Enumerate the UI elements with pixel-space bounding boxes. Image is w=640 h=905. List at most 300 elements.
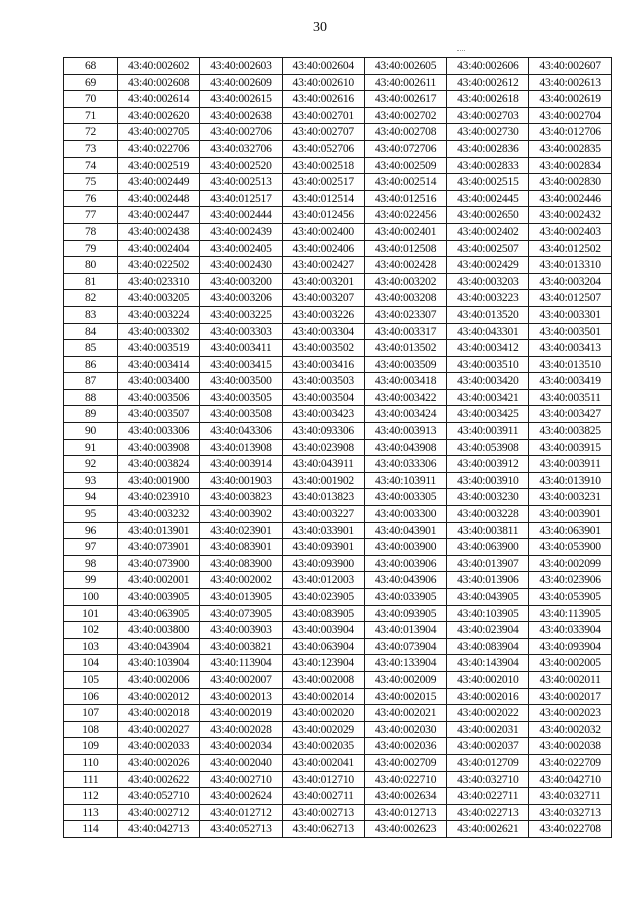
cadastral-code-cell: 43:40:002438: [118, 223, 200, 240]
cadastral-code-cell: 43:40:002006: [118, 671, 200, 688]
cadastral-code-cell: 43:40:003224: [118, 306, 200, 323]
cadastral-code-cell: 43:40:032710: [447, 771, 529, 788]
cadastral-code-cell: 43:40:002012: [118, 688, 200, 705]
cadastral-code-cell: 43:40:002007: [200, 671, 282, 688]
cadastral-code-cell: 43:40:003204: [529, 273, 611, 290]
row-number-cell: 85: [64, 340, 118, 357]
table-row: [64, 705, 612, 722]
cadastral-code-cell: 43:40:003400: [118, 373, 200, 390]
cadastral-code-cell: 43:40:001903: [200, 472, 282, 489]
cadastral-code-cell: 43:40:002001: [118, 572, 200, 589]
cadastral-code-cell: 43:40:002030: [364, 721, 446, 738]
cadastral-code-cell: 43:40:003422: [364, 389, 446, 406]
cadastral-code-cell: 43:40:002400: [282, 223, 364, 240]
cadastral-code-cell: 43:40:023910: [118, 489, 200, 506]
cadastral-code-cell: 43:40:093905: [364, 605, 446, 622]
cadastral-code-cell: 43:40:052710: [118, 788, 200, 805]
cadastral-code-cell: 43:40:003300: [364, 506, 446, 523]
cadastral-code-cell: 43:40:002519: [118, 157, 200, 174]
cadastral-code-cell: 43:40:013908: [200, 439, 282, 456]
cadastral-code-cell: 43:40:023908: [282, 439, 364, 456]
cadastral-code-cell: 43:40:042713: [118, 821, 200, 838]
row-number-cell: 96: [64, 522, 118, 539]
row-number-cell: 114: [64, 821, 118, 838]
cadastral-code-cell: 43:40:073905: [200, 605, 282, 622]
table-row: [64, 754, 612, 771]
cadastral-code-cell: 43:40:002514: [364, 174, 446, 191]
cadastral-code-cell: 43:40:003305: [364, 489, 446, 506]
cadastral-code-cell: 43:40:023310: [118, 273, 200, 290]
cadastral-code-cell: 43:40:003306: [118, 423, 200, 440]
cadastral-code-cell: 43:40:002428: [364, 257, 446, 274]
cadastral-code-cell: 43:40:002005: [529, 655, 611, 672]
cadastral-code-cell: 43:40:002622: [118, 771, 200, 788]
cadastral-code-cell: 43:40:003800: [118, 622, 200, 639]
row-number-cell: 74: [64, 157, 118, 174]
cadastral-code-cell: 43:40:003510: [447, 356, 529, 373]
table-row: [64, 306, 612, 323]
table-row: [64, 223, 612, 240]
cadastral-code-cell: 43:40:083905: [282, 605, 364, 622]
cadastral-code-cell: 43:40:003503: [282, 373, 364, 390]
cadastral-code-cell: 43:40:002614: [118, 91, 200, 108]
table-row: [64, 688, 612, 705]
cadastral-code-cell: 43:40:003902: [200, 506, 282, 523]
row-number-cell: 77: [64, 207, 118, 224]
cadastral-code-cell: 43:40:043905: [447, 589, 529, 606]
cadastral-code-cell: 43:40:052706: [282, 140, 364, 157]
cadastral-code-cell: 43:40:003906: [364, 555, 446, 572]
cadastral-code-cell: 43:40:002703: [447, 107, 529, 124]
cadastral-code-cell: 43:40:002401: [364, 223, 446, 240]
cadastral-code-cell: 43:40:012710: [282, 771, 364, 788]
table-row: [64, 74, 612, 91]
cadastral-code-cell: 43:40:002023: [529, 705, 611, 722]
cadastral-code-cell: 43:40:032706: [200, 140, 282, 157]
cadastral-code-cell: 43:40:003903: [200, 622, 282, 639]
cadastral-code-cell: 43:40:013905: [200, 589, 282, 606]
cadastral-code-cell: 43:40:042710: [529, 771, 611, 788]
table-row: [64, 157, 612, 174]
cadastral-code-cell: 43:40:003905: [118, 589, 200, 606]
cadastral-code-cell: 43:40:003200: [200, 273, 282, 290]
row-number-cell: 109: [64, 738, 118, 755]
cadastral-code-cell: 43:40:003230: [447, 489, 529, 506]
cadastral-code-cell: 43:40:002509: [364, 157, 446, 174]
cadastral-code-cell: 43:40:002439: [200, 223, 282, 240]
cadastral-code-cell: 43:40:002507: [447, 240, 529, 257]
row-number-cell: 102: [64, 622, 118, 639]
row-number-cell: 72: [64, 124, 118, 141]
cadastral-code-cell: 43:40:003207: [282, 290, 364, 307]
cadastral-code-cell: 43:40:002020: [282, 705, 364, 722]
cadastral-code-cell: 43:40:012713: [364, 804, 446, 821]
cadastral-code-cell: 43:40:003825: [529, 423, 611, 440]
cadastral-code-cell: 43:40:002520: [200, 157, 282, 174]
cadastral-code-cell: 43:40:002019: [200, 705, 282, 722]
cadastral-code-cell: 43:40:143904: [447, 655, 529, 672]
cadastral-code-cell: 43:40:012516: [364, 190, 446, 207]
cadastral-code-cell: 43:40:003227: [282, 506, 364, 523]
cadastral-code-cell: 43:40:013906: [447, 572, 529, 589]
table-row: [64, 273, 612, 290]
cadastral-code-cell: 43:40:043911: [282, 456, 364, 473]
cadastral-code-cell: 43:40:003302: [118, 323, 200, 340]
cadastral-code-cell: 43:40:001900: [118, 472, 200, 489]
row-number-cell: 90: [64, 423, 118, 440]
cadastral-code-cell: 43:40:002607: [529, 58, 611, 75]
cadastral-code-cell: 43:40:002617: [364, 91, 446, 108]
page-number: 30: [313, 20, 327, 35]
cadastral-code-cell: 43:40:002015: [364, 688, 446, 705]
table-row: [64, 522, 612, 539]
cadastral-code-cell: 43:40:003423: [282, 406, 364, 423]
cadastral-code-cell: 43:40:003203: [447, 273, 529, 290]
cadastral-code-cell: 43:40:032711: [529, 788, 611, 805]
cadastral-code-cell: 43:40:033904: [529, 622, 611, 639]
margin-mark: [457, 50, 465, 53]
row-number-cell: 95: [64, 506, 118, 523]
cadastral-code-cell: 43:40:033306: [364, 456, 446, 473]
row-number-cell: 110: [64, 754, 118, 771]
row-number-cell: 73: [64, 140, 118, 157]
table-row: [64, 340, 612, 357]
cadastral-code-cell: 43:40:002035: [282, 738, 364, 755]
row-number-cell: 108: [64, 721, 118, 738]
table-row: [64, 506, 612, 523]
cadastral-code-cell: 43:40:003415: [200, 356, 282, 373]
cadastral-code-cell: 43:40:002034: [200, 738, 282, 755]
cadastral-code-cell: 43:40:003511: [529, 389, 611, 406]
cadastral-code-cell: 43:40:003208: [364, 290, 446, 307]
cadastral-code-cell: 43:40:003411: [200, 340, 282, 357]
cadastral-code-cell: 43:40:033901: [282, 522, 364, 539]
cadastral-code-cell: 43:40:002036: [364, 738, 446, 755]
table-row: [64, 406, 612, 423]
cadastral-code-cell: 43:40:052713: [200, 821, 282, 838]
cadastral-code-cell: 43:40:083900: [200, 555, 282, 572]
row-number-cell: 68: [64, 58, 118, 75]
table-row: [64, 140, 612, 157]
cadastral-code-cell: 43:40:003304: [282, 323, 364, 340]
cadastral-code-cell: 43:40:003202: [364, 273, 446, 290]
cadastral-code-cell: 43:40:003911: [447, 423, 529, 440]
row-number-cell: 76: [64, 190, 118, 207]
cadastral-code-cell: 43:40:003421: [447, 389, 529, 406]
row-number-cell: 93: [64, 472, 118, 489]
cadastral-code-cell: 43:40:002449: [118, 174, 200, 191]
table-row: [64, 821, 612, 838]
cadastral-code-cell: 43:40:002835: [529, 140, 611, 157]
cadastral-code-cell: 43:40:003506: [118, 389, 200, 406]
table-row: [64, 655, 612, 672]
row-number-cell: 86: [64, 356, 118, 373]
row-number-cell: 89: [64, 406, 118, 423]
cadastral-code-cell: 43:40:093900: [282, 555, 364, 572]
cadastral-code-cell: 43:40:002018: [118, 705, 200, 722]
cadastral-code-cell: 43:40:002513: [200, 174, 282, 191]
cadastral-code-cell: 43:40:002027: [118, 721, 200, 738]
cadastral-code-cell: 43:40:002830: [529, 174, 611, 191]
cadastral-code-cell: 43:40:002712: [118, 804, 200, 821]
cadastral-code-cell: 43:40:003416: [282, 356, 364, 373]
cadastral-code-cell: 43:40:002037: [447, 738, 529, 755]
cadastral-code-cell: 43:40:013907: [447, 555, 529, 572]
cadastral-code-cell: 43:40:002011: [529, 671, 611, 688]
cadastral-code-cell: 43:40:003504: [282, 389, 364, 406]
cadastral-code-cell: 43:40:003500: [200, 373, 282, 390]
cadastral-code-cell: 43:40:002029: [282, 721, 364, 738]
cadastral-code-cell: 43:40:003223: [447, 290, 529, 307]
cadastral-code-cell: 43:40:002430: [200, 257, 282, 274]
cadastral-code-cell: 43:40:002704: [529, 107, 611, 124]
row-number-cell: 82: [64, 290, 118, 307]
cadastral-code-cell: 43:40:002009: [364, 671, 446, 688]
cadastral-code-cell: 43:40:002432: [529, 207, 611, 224]
cadastral-code-cell: 43:40:053908: [447, 439, 529, 456]
cadastral-code-cell: 43:40:022713: [447, 804, 529, 821]
cadastral-code-cell: 43:40:003317: [364, 323, 446, 340]
cadastral-code-cell: 43:40:043904: [118, 638, 200, 655]
table-row: [64, 91, 612, 108]
cadastral-code-cell: 43:40:003206: [200, 290, 282, 307]
table-row: [64, 290, 612, 307]
cadastral-code-cell: 43:40:002008: [282, 671, 364, 688]
table-row: [64, 373, 612, 390]
cadastral-code-cell: 43:40:003911: [529, 456, 611, 473]
cadastral-code-cell: 43:40:002032: [529, 721, 611, 738]
cadastral-code-cell: 43:40:063905: [118, 605, 200, 622]
cadastral-code-cell: 43:40:002099: [529, 555, 611, 572]
cadastral-code-cell: 43:40:003519: [118, 340, 200, 357]
cadastral-code-cell: 43:40:002605: [364, 58, 446, 75]
table-row: [64, 423, 612, 440]
cadastral-code-cell: 43:40:003420: [447, 373, 529, 390]
row-number-cell: 80: [64, 257, 118, 274]
table-row: [64, 539, 612, 556]
cadastral-code-cell: 43:40:012712: [200, 804, 282, 821]
cadastral-code-cell: 43:40:022706: [118, 140, 200, 157]
cadastral-code-cell: 43:40:043306: [200, 423, 282, 440]
cadastral-code-cell: 43:40:003201: [282, 273, 364, 290]
row-number-cell: 111: [64, 771, 118, 788]
cadastral-code-cell: 43:40:002444: [200, 207, 282, 224]
cadastral-code-cell: 43:40:003424: [364, 406, 446, 423]
table-row: [64, 622, 612, 639]
cadastral-code-cell: 43:40:023906: [529, 572, 611, 589]
cadastral-code-cell: 43:40:002404: [118, 240, 200, 257]
cadastral-code-cell: 43:40:013901: [118, 522, 200, 539]
cadastral-code-cell: 43:40:093904: [529, 638, 611, 655]
cadastral-code-cell: 43:40:002730: [447, 124, 529, 141]
table-row: [64, 124, 612, 141]
table-row: [64, 439, 612, 456]
cadastral-code-cell: 43:40:002705: [118, 124, 200, 141]
cadastral-code-cell: 43:40:002515: [447, 174, 529, 191]
cadastral-code-cell: 43:40:013310: [529, 257, 611, 274]
cadastral-code-cell: 43:40:003900: [364, 539, 446, 556]
row-number-cell: 97: [64, 539, 118, 556]
cadastral-code-cell: 43:40:002445: [447, 190, 529, 207]
row-number-cell: 107: [64, 705, 118, 722]
row-number-cell: 112: [64, 788, 118, 805]
table-row: [64, 638, 612, 655]
cadastral-code-cell: 43:40:002447: [118, 207, 200, 224]
cadastral-code-cell: 43:40:093901: [282, 539, 364, 556]
cadastral-code-cell: 43:40:002834: [529, 157, 611, 174]
cadastral-code-cell: 43:40:002603: [200, 58, 282, 75]
cadastral-code-cell: 43:40:003913: [364, 423, 446, 440]
cadastral-code-cell: 43:40:002448: [118, 190, 200, 207]
row-number-cell: 71: [64, 107, 118, 124]
cadastral-code-cell: 43:40:123904: [282, 655, 364, 672]
row-number-cell: 103: [64, 638, 118, 655]
cadastral-code-cell: 43:40:003231: [529, 489, 611, 506]
cadastral-code-cell: 43:40:002836: [447, 140, 529, 157]
table-row: [64, 605, 612, 622]
cadastral-code-cell: 43:40:013910: [529, 472, 611, 489]
cadastral-code-cell: 43:40:003507: [118, 406, 200, 423]
table-row: [64, 771, 612, 788]
cadastral-code-cell: 43:40:022456: [364, 207, 446, 224]
cadastral-code-cell: 43:40:002709: [364, 754, 446, 771]
cadastral-code-cell: 43:40:002602: [118, 58, 200, 75]
cadastral-code-cell: 43:40:083904: [447, 638, 529, 655]
table-row: [64, 572, 612, 589]
row-number-cell: 83: [64, 306, 118, 323]
cadastral-code-cell: 43:40:033905: [364, 589, 446, 606]
cadastral-code-cell: 43:40:003505: [200, 389, 282, 406]
table-row: [64, 240, 612, 257]
cadastral-code-cell: 43:40:002038: [529, 738, 611, 755]
cadastral-code-cell: 43:40:003811: [447, 522, 529, 539]
table-row: [64, 738, 612, 755]
cadastral-code-cell: 43:40:003205: [118, 290, 200, 307]
cadastral-code-cell: 43:40:002706: [200, 124, 282, 141]
cadastral-code-cell: 43:40:022709: [529, 754, 611, 771]
cadastral-code-cell: 43:40:023901: [200, 522, 282, 539]
cadastral-code-cell: 43:40:002624: [200, 788, 282, 805]
table-row: [64, 804, 612, 821]
row-number-cell: 75: [64, 174, 118, 191]
table-row: [64, 671, 612, 688]
row-number-cell: 101: [64, 605, 118, 622]
cadastral-code-cell: 43:40:022502: [118, 257, 200, 274]
cadastral-code-cell: 43:40:003303: [200, 323, 282, 340]
cadastral-code-cell: 43:40:013904: [364, 622, 446, 639]
cadastral-code-cell: 43:40:003821: [200, 638, 282, 655]
cadastral-code-cell: 43:40:002427: [282, 257, 364, 274]
row-number-cell: 79: [64, 240, 118, 257]
cadastral-code-cell: 43:40:103904: [118, 655, 200, 672]
cadastral-code-cell: 43:40:002033: [118, 738, 200, 755]
cadastral-code-cell: 43:40:002702: [364, 107, 446, 124]
cadastral-code-cell: 43:40:002518: [282, 157, 364, 174]
row-number-cell: 70: [64, 91, 118, 108]
cadastral-code-cell: 43:40:043901: [364, 522, 446, 539]
cadastral-code-cell: 43:40:002619: [529, 91, 611, 108]
cadastral-code-cell: 43:40:002611: [364, 74, 446, 91]
cadastral-code-cell: 43:40:113905: [529, 605, 611, 622]
cadastral-code-cell: 43:40:002017: [529, 688, 611, 705]
table-row: [64, 323, 612, 340]
cadastral-code-cell: 43:40:003915: [529, 439, 611, 456]
row-number-cell: 113: [64, 804, 118, 821]
cadastral-code-cell: 43:40:022710: [364, 771, 446, 788]
cadastral-code-cell: 43:40:012508: [364, 240, 446, 257]
table-row: [64, 190, 612, 207]
cadastral-code-cell: 43:40:002650: [447, 207, 529, 224]
cadastral-code-cell: 43:40:022708: [529, 821, 611, 838]
cadastral-code-cell: 43:40:073900: [118, 555, 200, 572]
cadastral-code-cell: 43:40:003232: [118, 506, 200, 523]
cadastral-code-cell: 43:40:002028: [200, 721, 282, 738]
cadastral-code-cell: 43:40:003908: [118, 439, 200, 456]
cadastral-code-cell: 43:40:003502: [282, 340, 364, 357]
cadastral-code-cell: 43:40:002638: [200, 107, 282, 124]
cadastral-code-cell: 43:40:043908: [364, 439, 446, 456]
cadastral-code-cell: 43:40:002517: [282, 174, 364, 191]
cadastral-code-cell: 43:40:012502: [529, 240, 611, 257]
cadastral-code-cell: 43:40:093306: [282, 423, 364, 440]
row-number-cell: 87: [64, 373, 118, 390]
cadastral-code-cell: 43:40:073901: [118, 539, 200, 556]
cadastral-code-cell: 43:40:023307: [364, 306, 446, 323]
cadastral-code-cell: 43:40:003427: [529, 406, 611, 423]
cadastral-code-cell: 43:40:013823: [282, 489, 364, 506]
cadastral-code-cell: 43:40:002013: [200, 688, 282, 705]
cadastral-code-cell: 43:40:002616: [282, 91, 364, 108]
row-number-cell: 94: [64, 489, 118, 506]
row-number-cell: 104: [64, 655, 118, 672]
cadastral-code-cell: 43:40:002446: [529, 190, 611, 207]
cadastral-code-cell: 43:40:073904: [364, 638, 446, 655]
cadastral-code-cell: 43:40:003301: [529, 306, 611, 323]
table-row: [64, 456, 612, 473]
cadastral-code-cell: 43:40:012517: [200, 190, 282, 207]
table-body: [64, 58, 612, 838]
cadastral-code-cell: 43:40:003501: [529, 323, 611, 340]
cadastral-code-cell: 43:40:002405: [200, 240, 282, 257]
row-number-cell: 100: [64, 589, 118, 606]
cadastral-code-cell: 43:40:002612: [447, 74, 529, 91]
row-number-cell: 92: [64, 456, 118, 473]
cadastral-code-cell: 43:40:043906: [364, 572, 446, 589]
cadastral-code-cell: 43:40:002022: [447, 705, 529, 722]
table-row: [64, 257, 612, 274]
row-number-cell: 69: [64, 74, 118, 91]
cadastral-code-cell: 43:40:002708: [364, 124, 446, 141]
cadastral-code-cell: 43:40:003418: [364, 373, 446, 390]
cadastral-code-cell: 43:40:002620: [118, 107, 200, 124]
cadastral-code-cell: 43:40:002031: [447, 721, 529, 738]
cadastral-code-cell: 43:40:003509: [364, 356, 446, 373]
cadastral-code-cell: 43:40:053905: [529, 589, 611, 606]
cadastral-code-cell: 43:40:003912: [447, 456, 529, 473]
cadastral-code-cell: 43:40:002021: [364, 705, 446, 722]
row-number-cell: 91: [64, 439, 118, 456]
cadastral-code-cell: 43:40:062713: [282, 821, 364, 838]
cadastral-code-cell: 43:40:002623: [364, 821, 446, 838]
cadastral-code-cell: 43:40:043301: [447, 323, 529, 340]
cadastral-code-cell: 43:40:053900: [529, 539, 611, 556]
cadastral-code-cell: 43:40:003508: [200, 406, 282, 423]
cadastral-code-cell: 43:40:002621: [447, 821, 529, 838]
cadastral-code-cell: 43:40:012003: [282, 572, 364, 589]
cadastral-code-cell: 43:40:013502: [364, 340, 446, 357]
cadastral-code-cell: 43:40:063901: [529, 522, 611, 539]
cadastral-code-cell: 43:40:002606: [447, 58, 529, 75]
